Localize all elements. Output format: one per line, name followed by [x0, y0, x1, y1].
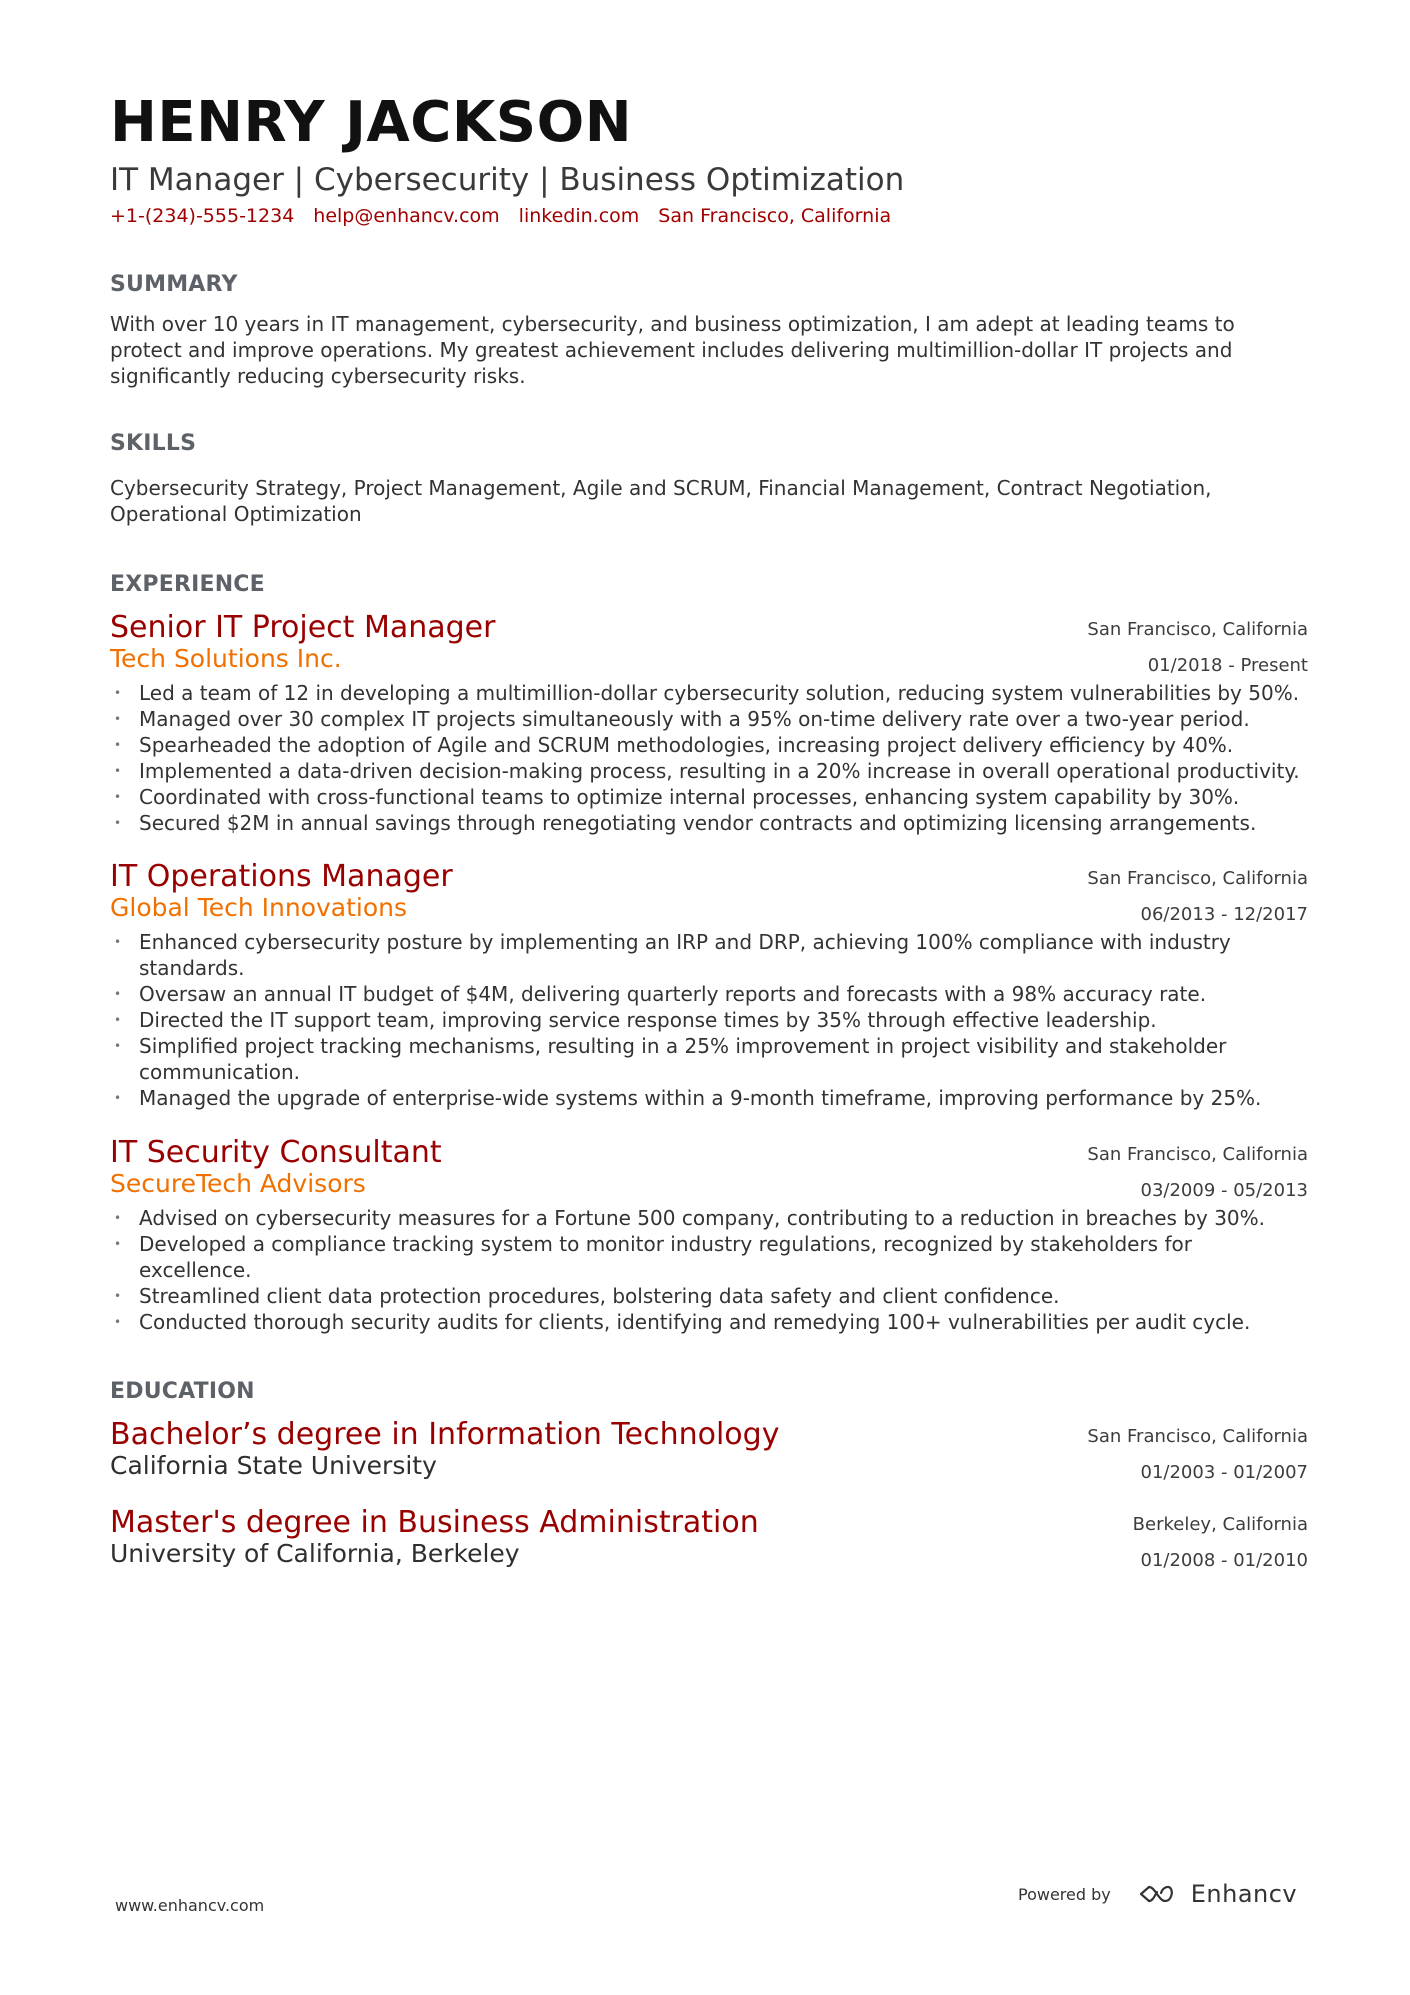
resume-page — [110, 90, 1310, 1572]
degree-title: Bachelor’s degree in Information Technology — [110, 1417, 780, 1453]
education-location: San Francisco, California — [1087, 1426, 1308, 1448]
job-bullet: • Oversaw an annual IT budget of $4M, delivering quarterly reports and forecasts with a 98% accuracy rate. — [110, 981, 1308, 1007]
job-meta — [1087, 612, 1308, 684]
job-dates: 06/2013 - 12/2017 — [1140, 903, 1308, 925]
footer-website-link[interactable]: www.enhancv.com — [115, 1896, 265, 1915]
resume-header — [110, 92, 1310, 227]
job-bullet: • Coordinated with cross-functional teams to optimize internal processes, enhancing system capability by 30%. — [110, 784, 1308, 810]
experience-entry — [110, 859, 1308, 1111]
phone-link[interactable]: +1-(234)-555-1234 — [110, 204, 295, 227]
linkedin-link[interactable]: linkedin.com — [518, 204, 640, 227]
email-link[interactable]: help@enhancv.com — [313, 204, 500, 227]
candidate-headline: IT Manager | Cybersecurity | Business Optimization — [110, 161, 905, 198]
job-bullets — [110, 680, 1308, 836]
job-meta — [1087, 861, 1308, 933]
degree-title: Master's degree in Business Administration — [110, 1505, 759, 1541]
job-bullet: • Secured $2M in annual savings through renegotiating vendor contracts and optimizing licensing arrangements. — [110, 810, 1308, 836]
job-title: Senior IT Project Manager — [110, 609, 496, 645]
education-entry — [110, 1505, 1308, 1572]
summary-text: With over 10 years in IT management, cybersecurity, and business optimization, I am adept at leading teams to protect and improve operations. My greatest achievement includes delivering multimillion-dollar IT projects and significantly reducing cybersecurity risks. — [110, 312, 1235, 389]
job-location: San Francisco, California — [1087, 867, 1308, 889]
job-location: San Francisco, California — [1087, 1143, 1308, 1165]
job-bullet: • Streamlined client data protection procedures, bolstering data safety and client confidence. — [110, 1283, 1308, 1309]
education-location: Berkeley, California — [1132, 1514, 1308, 1536]
job-bullet: • Conducted thorough security audits for clients, identifying and remedying 100+ vulnerabilities per audit cycle. — [110, 1309, 1308, 1335]
education-meta — [1133, 1507, 1308, 1579]
job-meta — [1087, 1137, 1308, 1209]
company-name: Tech Solutions Inc. — [110, 643, 342, 673]
job-bullet: • Advised on cybersecurity measures for a Fortune 500 company, contributing to a reduction in breaches by 30%. — [110, 1205, 1308, 1231]
location-text: San Francisco, California — [658, 204, 892, 227]
footer-branding — [1018, 1880, 1297, 1908]
experience-entry — [110, 1135, 1308, 1335]
school-name: California State University — [110, 1451, 437, 1481]
experience-section-title: EXPERIENCE — [110, 571, 265, 597]
job-dates: 03/2009 - 05/2013 — [1140, 1179, 1308, 1201]
job-title: IT Operations Manager — [110, 858, 453, 894]
job-bullet: • Directed the IT support team, improving service response times by 35% through effective leadership. — [110, 1007, 1308, 1033]
job-bullets — [110, 929, 1308, 1111]
job-bullet: • Developed a compliance tracking system to monitor industry regulations, recognized by stakeholders for excellence. — [110, 1231, 1308, 1283]
job-bullets — [110, 1205, 1308, 1335]
school-name: University of California, Berkeley — [110, 1539, 520, 1569]
job-bullet: • Managed over 30 complex IT projects simultaneously with a 95% on-time delivery rate over a two-year period. — [110, 706, 1308, 732]
candidate-name: HENRY JACKSON — [110, 90, 633, 155]
enhancv-brand-name: Enhancv — [1190, 1880, 1298, 1908]
education-entry — [110, 1417, 1308, 1484]
job-dates: 01/2018 - Present — [1147, 654, 1308, 676]
powered-by-text: Powered by — [1018, 1884, 1111, 1904]
job-bullet: • Implemented a data-driven decision-making process, resulting in a 20% increase in overall operational productivity. — [110, 758, 1308, 784]
experience-entry — [110, 610, 1308, 836]
job-title: IT Security Consultant — [110, 1134, 442, 1170]
job-location: San Francisco, California — [1087, 618, 1308, 640]
education-section-title: EDUCATION — [110, 1378, 255, 1404]
skills-text: Cybersecurity Strategy, Project Management, Agile and SCRUM, Financial Management, Contract Negotiation, Operational Optimization — [110, 475, 1212, 526]
job-bullet: • Simplified project tracking mechanisms, resulting in a 25% improvement in project visibility and stakeholder communication. — [110, 1033, 1308, 1085]
education-meta — [1087, 1419, 1308, 1491]
education-dates: 01/2008 - 01/2010 — [1140, 1550, 1308, 1572]
skills-section-title: SKILLS — [110, 431, 197, 457]
enhancv-logo-icon — [1135, 1881, 1181, 1907]
job-bullet: • Managed the upgrade of enterprise-wide systems within a 9-month timeframe, improving performance by 25%. — [110, 1085, 1308, 1111]
company-name: Global Tech Innovations — [110, 892, 408, 922]
education-dates: 01/2003 - 01/2007 — [1140, 1462, 1308, 1484]
summary-section-title: SUMMARY — [110, 271, 238, 297]
enhancv-brand-link[interactable] — [1135, 1880, 1297, 1908]
job-bullet: • Led a team of 12 in developing a multimillion-dollar cybersecurity solution, reducing system vulnerabilities by 50%. — [110, 680, 1308, 706]
job-bullet: • Spearheaded the adoption of Agile and SCRUM methodologies, increasing project delivery efficiency by 40%. — [110, 732, 1308, 758]
contact-info — [110, 205, 1310, 227]
company-name: SecureTech Advisors — [110, 1168, 366, 1198]
job-bullet: • Enhanced cybersecurity posture by implementing an IRP and DRP, achieving 100% compliance with industry standards. — [110, 929, 1308, 981]
